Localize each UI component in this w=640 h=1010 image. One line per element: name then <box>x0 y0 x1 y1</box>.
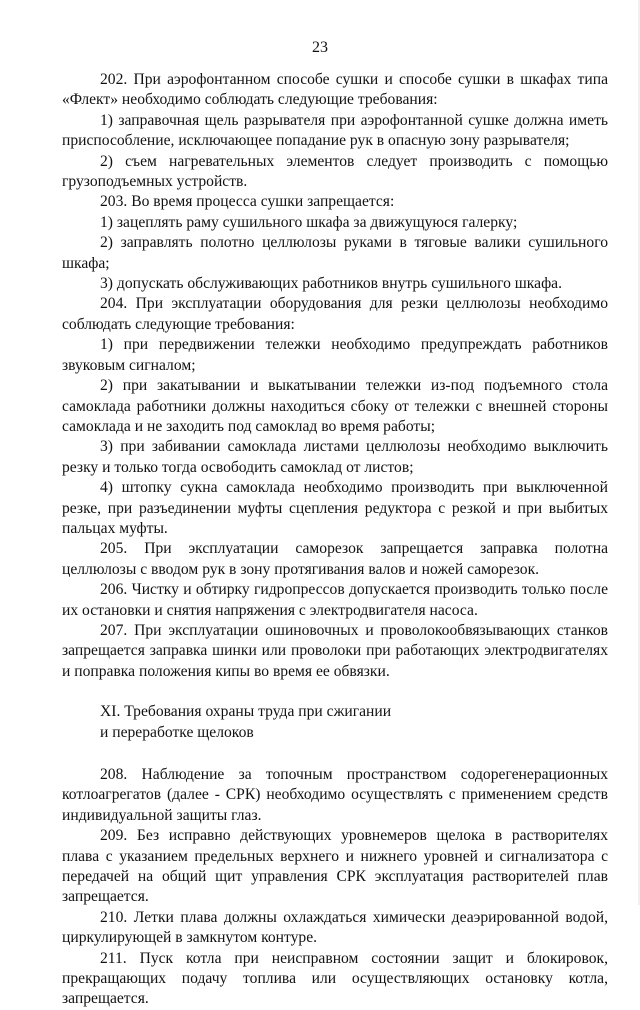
paragraph: 4) штопку сукна самоклада необходимо производить при выключенной резке, при разъединении муфты сцепления редуктора с резкой и при выбитых пальцах муфты. <box>62 479 608 537</box>
paragraph: 211. Пуск котла при неисправном состоянии защит и блокировок, прекращающих подачу топлива или осуществляющих остановку котла, запрещается. <box>62 949 608 1008</box>
paragraph: 205. При эксплуатации саморезок запрещается заправка полотна целлюлозы с вводом рук в зону протягивания валов и ножей саморезок. <box>62 540 608 578</box>
paragraph: 203. Во время процесса сушки запрещается: <box>100 193 395 211</box>
paragraph: 1) заправочная щель разрывателя при аэрофонтанной сушке должна иметь приспособление, исключающее попадание рук в опасную зону разрывателя; <box>62 111 608 150</box>
paragraph: 1) при передвижении тележки необходимо предупреждать работников звуковым сигналом; <box>62 336 608 374</box>
paragraph: 204. При эксплуатации оборудования для резки целлюлозы необходимо соблюдать следующие требования: <box>62 295 608 333</box>
spacer <box>62 743 608 765</box>
paragraph: 202. При аэрофонтанном способе сушки и способе сушки в шкафах типа «Флект» необходимо соблюдать следующие требования: <box>62 71 608 109</box>
paragraph: 3) допускать обслуживающих работников внутрь сушильного шкафа. <box>100 275 562 293</box>
page-number: 23 <box>312 39 328 56</box>
paragraph: 207. При эксплуатации ошиновочных и проволокообвязывающих станков запрещается заправка шинки или проволоки при работающих электродвигателях и поправка положения кипы во время ее обвязки. <box>62 621 608 680</box>
paragraph: 210. Летки плава должны охлаждаться химически деаэрированной водой, циркулирующей в замкнутом контуре. <box>62 908 608 947</box>
paragraph: 2) съем нагревательных элементов следует производить с помощью грузоподъемных устройств. <box>62 152 608 191</box>
paragraph: 1) зацеплять раму сушильного шкафа за движущуюся галерку; <box>100 213 518 231</box>
paragraph: 206. Чистку и обтирку гидропрессов допускается производить только после их остановки и снятия напряжения с электродвигателя насоса. <box>62 581 608 619</box>
paragraph: 208. Наблюдение за топочным пространством содорегенерационных котлоагрегатов (далее - СРК) необходимо осуществлять с применением средств индивидуальной защиты глаз. <box>62 766 608 824</box>
paragraph: 3) при забивании самоклада листами целлюлозы необходимо выключить резку и только тогда освободить самоклад от листов; <box>62 438 608 476</box>
paragraph: 2) заправлять полотно целлюлозы руками в тяговые валики сушильного шкафа; <box>62 234 608 272</box>
section-heading-line-2: и переработке щелоков <box>100 723 254 741</box>
document-body <box>62 70 608 1010</box>
spacer <box>62 682 608 702</box>
section-heading-line-1: XI. Требования охраны труда при сжигании <box>100 703 392 721</box>
paragraph: 2) при закатывании и выкатывании тележки из-под подъемного стола самоклада работники должны находиться сбоку от тележки с внешней стороны самоклада и не заходить под самоклад во время работы; <box>62 377 608 435</box>
paragraph: 209. Без исправно действующих уровнемеров щелока в растворителях плава с указанием предельных верхнего и нижнего уровней и сигнализатора с передачей на общий щит управления СРК эксплуатация растворителей плав запрещается. <box>62 827 608 906</box>
